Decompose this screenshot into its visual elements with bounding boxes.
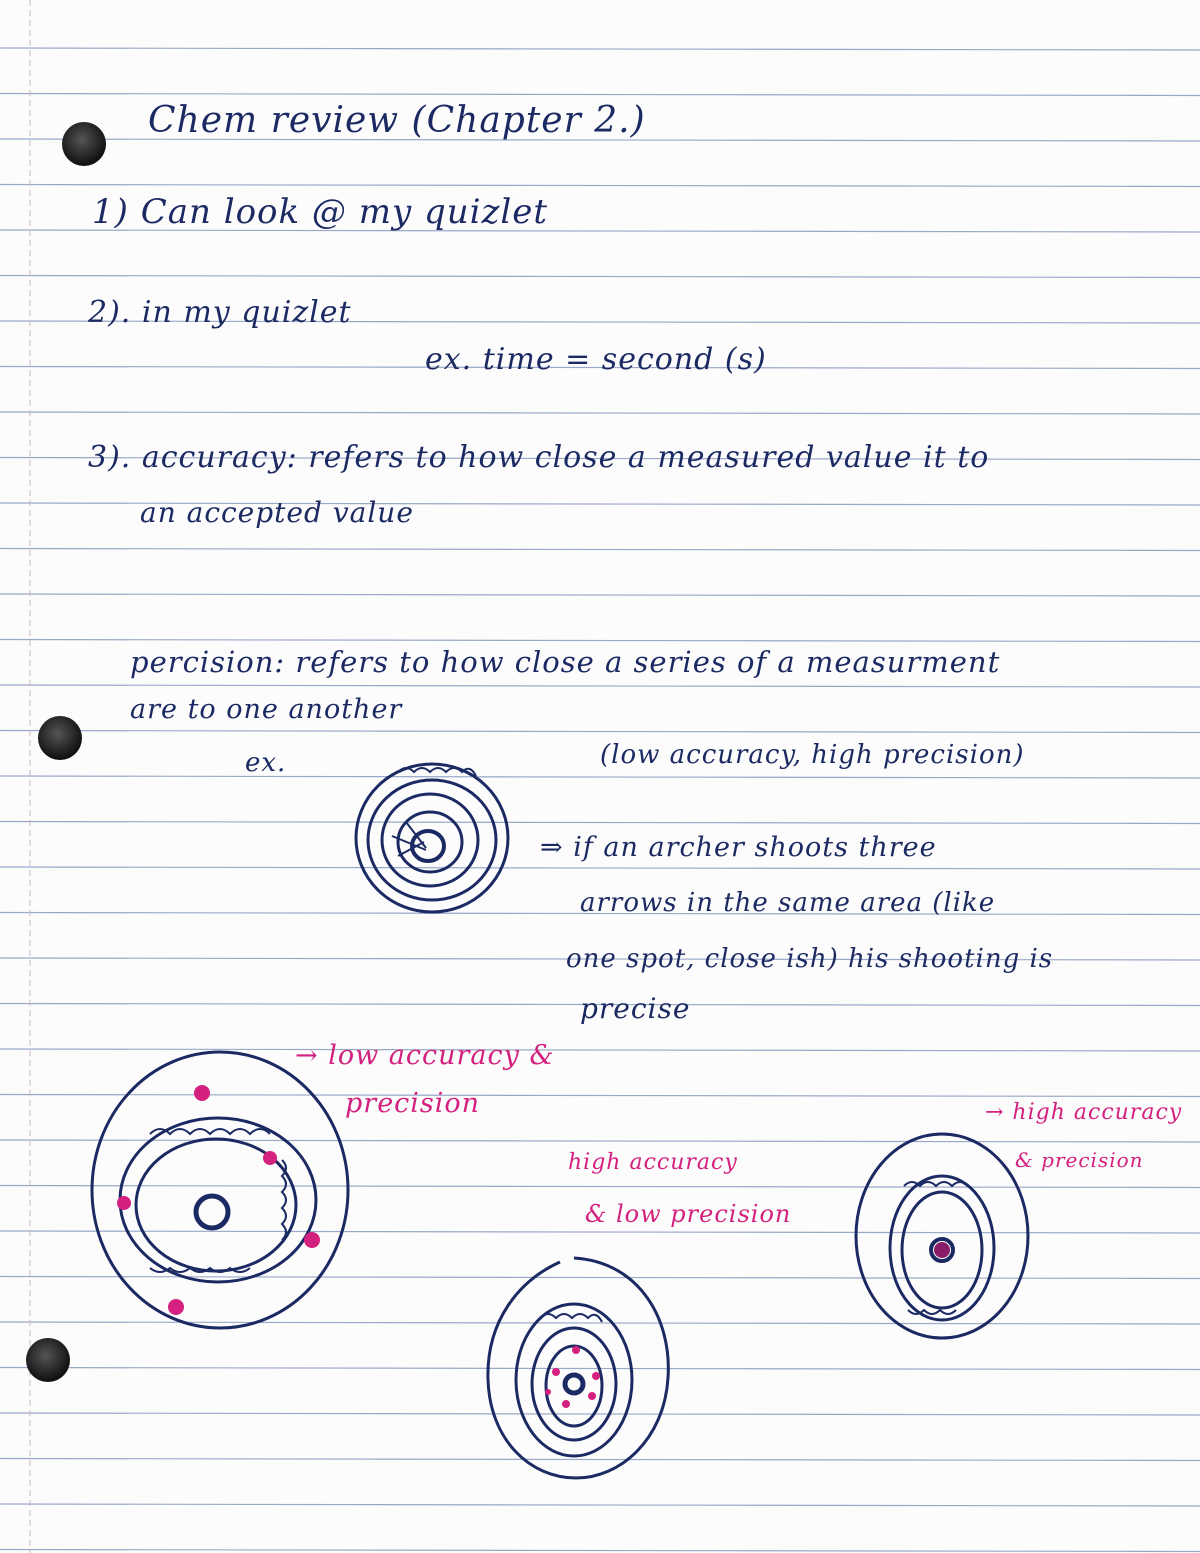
pink-label-high-accuracy-low-precision-line1: high accuracy xyxy=(568,1150,738,1175)
precision-line2: are to one another xyxy=(130,694,403,725)
pink-label-high-accuracy-low-precision-line2: & low precision xyxy=(585,1200,792,1228)
archer-line2: arrows in the same area (like xyxy=(580,888,996,918)
pink-label-low-accuracy-precision-line2: precision xyxy=(345,1088,481,1119)
target-high-accuracy-high-precision xyxy=(856,1134,1028,1338)
precision-line1: percision: refers to how close a series of a measurment xyxy=(130,645,1001,679)
target-high-accuracy-low-precision xyxy=(488,1258,668,1478)
note-item-2: 2). in my quizlet xyxy=(88,295,352,330)
target-high-accuracy-high-precision-hits xyxy=(934,1242,950,1258)
page-title: Chem review (Chapter 2.) xyxy=(148,100,646,141)
note-item-2-example: ex. time = second (s) xyxy=(425,342,767,377)
note-item-1: 1) Can look @ my quizlet xyxy=(92,192,549,232)
target-example-low-accuracy-high-precision xyxy=(356,764,508,912)
archer-line1: ⇒ if an archer shoots three xyxy=(540,832,937,863)
target-low-accuracy-low-precision xyxy=(92,1052,348,1328)
low-accuracy-high-precision-label: (low accuracy, high precision) xyxy=(600,740,1025,770)
pink-label-high-accuracy-precision-line2: & precision xyxy=(1015,1148,1144,1172)
archer-line4: precise xyxy=(580,992,691,1025)
note-item-3-line2: an accepted value xyxy=(140,496,414,529)
pink-label-low-accuracy-precision-line1: → low accuracy & xyxy=(295,1040,555,1071)
archer-line3: one spot, close ish) his shooting is xyxy=(566,944,1054,974)
note-item-3-line1: 3). accuracy: refers to how close a measured value it to xyxy=(88,440,990,475)
pink-label-high-accuracy-precision-line1: → high accuracy xyxy=(985,1100,1183,1125)
example-label: ex. xyxy=(245,748,287,778)
